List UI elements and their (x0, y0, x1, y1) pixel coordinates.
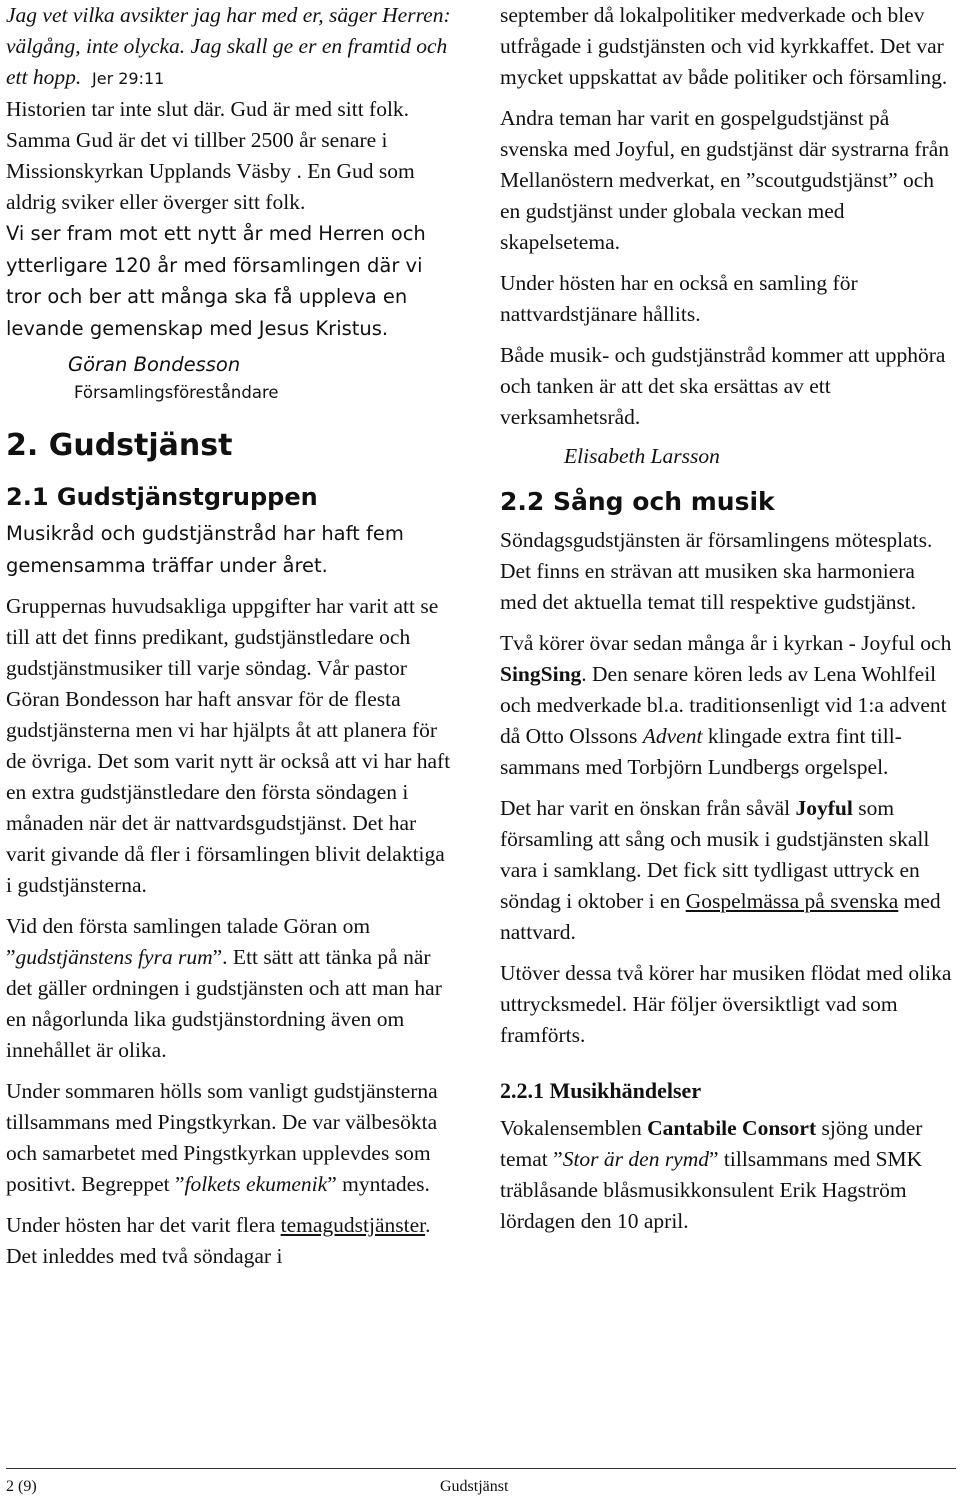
left-column (6, 0, 456, 1272)
paragraph: Gruppernas huvudsakliga uppgifter har varit att se till att det finns predikant, gudstjänstledare och gudstjänstmusiker till varje söndag. Vår pastor Göran Bondesson har haft ansvar för de flesta gudstjänsterna men vi har hjälpts åt att planera för de övriga. Det som varit nytt är också att vi har haft en extra gudstjänstledare den första söndagen i månaden när det är nattvardsgudstjänst. Det har varit givande då fler i församlingen blivit delaktiga i gudstjänsterna. (6, 594, 451, 897)
section-heading: 2. Gudstjänst (6, 428, 233, 463)
page-number: 2 (9) (6, 1478, 37, 1495)
underlined-term: Gospelmässa på svenska (685, 889, 899, 913)
paragraph: Två körer övar sedan många år i kyrkan - Joyful och SingSing. Den senare kören leds av Lena Wohlfeil och medverkade bl.a. traditionsenligt vid 1:a advent då Otto Olssons Advent klingade extra fint tillsammans med Torbjörn Lundbergs orgelspel. (500, 631, 952, 779)
subsection-heading: 2.2 Sång och musik (500, 487, 775, 516)
paragraph: Under hösten har en också en samling för nattvardstjänare hållits. (500, 271, 858, 326)
paragraph: Både musik- och gudstjänstråd kommer att upphöra och tanken är att det ska ersättas av ett verksamhetsråd. (500, 343, 946, 429)
paragraph: Under hösten har det varit flera temagudstjänster. Det inleddes med två söndagar i (6, 1213, 431, 1268)
signature-name: Göran Bondesson (68, 353, 241, 376)
verse-text: Jag vet vilka avsikter jag har med er, säger Herren: välgång, inte olycka. Jag skall ge er en framtid och ett hopp. (6, 3, 451, 89)
paragraph: Vi ser fram mot ett nytt år med Herren och ytterligare 120 år med församlingen där vi tror och ber att många ska få uppleva en levande gemenskap med Jesus Kristus. (6, 222, 426, 340)
paragraph: Vokalensemblen Cantabile Consort sjöng under temat ”Stor är den rymd” tillsammans med SMK träblåsande blåsmusikkonsulent Erik Hagström lördagen den 10 april. (500, 1116, 923, 1233)
paragraph: Det har varit en önskan från såväl Joyful som församling att sång och musik i gudstjänsten skall vara i samklang. Det fick sitt tydligast uttryck en söndag i oktober i en Gospelmässa på svenska med nattvard. (500, 796, 941, 944)
underlined-term: temagudstjänster (280, 1213, 426, 1237)
subsubsection-heading: 2.2.1 Musikhändelser (500, 1078, 702, 1103)
footer-title: Gudstjänst (440, 1478, 509, 1495)
paragraph: Vid den första samlingen talade Göran om ”gudstjänstens fyra rum”. Ett sätt att tänka på när det gäller ordningen i gudstjänsten och att man har en någorlunda lika gudstjänstordning även om innehållet är olika. (6, 914, 442, 1062)
paragraph: Musikråd och gudstjänstråd har haft fem gemensamma träffar under året. (6, 522, 404, 577)
subsection-heading: 2.1 Gudstjänstgruppen (6, 483, 318, 511)
right-column (500, 0, 955, 1237)
footer-divider (6, 1468, 956, 1469)
signature-role: Församlingsföreståndare (74, 383, 279, 402)
paragraph: september då lokalpolitiker medverkade och blev utfrågade i gudstjänsten och vid kyrkkaffet. Det var mycket uppskattat av både politiker och församling. (500, 3, 948, 89)
paragraph: Under sommaren hölls som vanligt gudstjänsterna tillsammans med Pingstkyrkan. De var välbesökta och samarbetet med Pingstkyrkan upplevdes som positivt. Begreppet ”folkets ekumenik” myntades. (6, 1079, 438, 1196)
paragraph: Söndagsgudstjänsten är församlingens mötesplats. Det finns en strävan att musiken ska harmoniera med det aktuella temat till respektive gudstjänst. (500, 528, 933, 614)
bible-verse (6, 0, 456, 94)
paragraph: Historien tar inte slut där. Gud är med sitt folk. Samma Gud är det vi tillber 2500 år senare i Missionskyrkan Upplands Väsby . En Gud som aldrig sviker eller överger sitt folk. (6, 97, 415, 214)
verse-reference: Jer 29:11 (92, 69, 165, 88)
paragraph: Andra teman har varit en gospelgudstjänst på svenska med Joyful, en gudstjänst där systrarna från Mellanöstern medverkat, en ”scoutgudstjänst” och en gudstjänst under globala veckan med skapelsetema. (500, 106, 950, 254)
paragraph: Utöver dessa två körer har musiken flödat med olika uttrycksmedel. Här följer översiktligt vad som framförts. (500, 961, 952, 1047)
signature-name: Elisabeth Larsson (564, 444, 720, 468)
